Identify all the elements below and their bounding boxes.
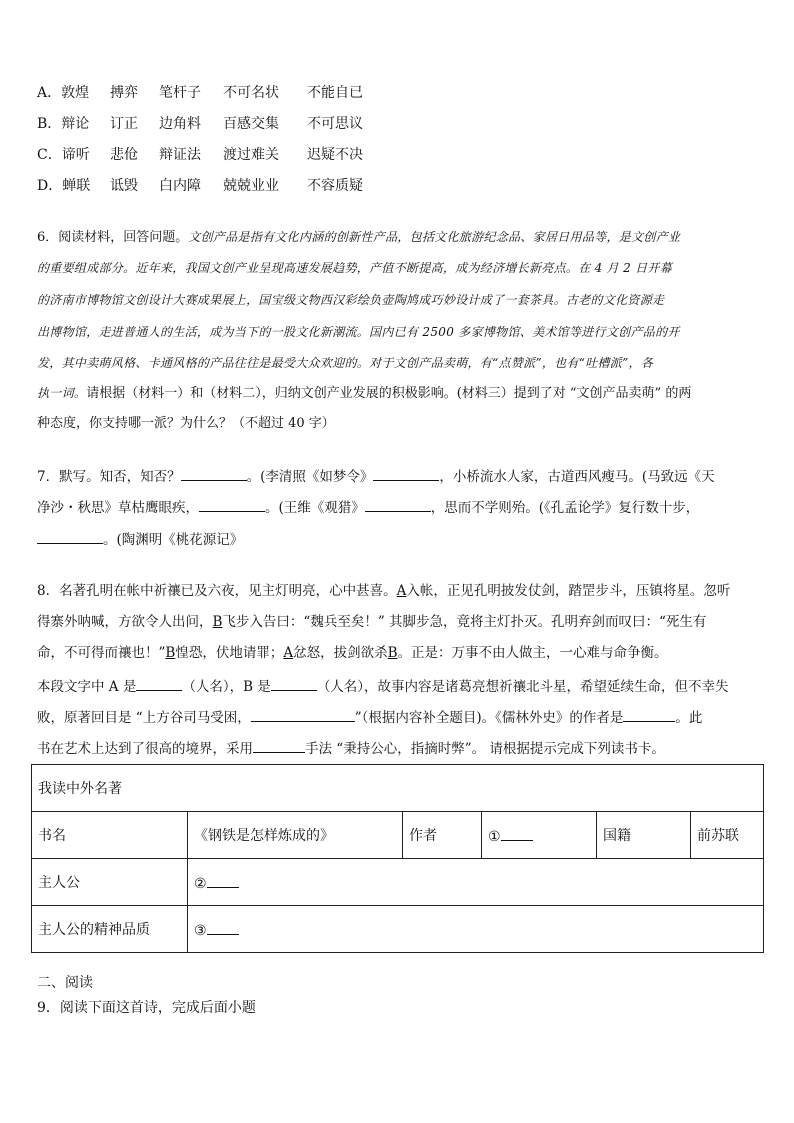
q8-text: 飞步入告曰：“魏兵至矣！” 其脚步急，竟将主灯扑灭。孔明弃剑而叹曰：“死生有 <box>222 614 707 630</box>
option-word: 诋毁 <box>110 178 138 194</box>
q7-text: ，思而不学则殆。(《孔孟论学》复行数十步， <box>430 500 700 516</box>
q8-line-3 <box>37 643 668 663</box>
q6-question: 请根据（材料一）和（材料二），归纳文创产业发展的积极影响。(材料三）提到了对 “文创产品卖萌” 的两 <box>86 386 692 401</box>
answer-blank[interactable] <box>37 529 103 544</box>
option-word: 兢兢业业 <box>223 178 279 194</box>
quality-label: 主人公的精神品质 <box>32 906 188 953</box>
option-word: 不能自已 <box>307 85 363 101</box>
answer-blank[interactable] <box>253 738 305 753</box>
q8-text: 书在艺术上达到了很高的境界，采用 <box>37 741 253 757</box>
q8-text: 忿怒，拔剑欲杀 <box>293 645 388 661</box>
q7-text: 。(陶渊明《桃花源记》 <box>103 532 244 548</box>
q8-line-5 <box>37 707 702 728</box>
q8-text: ”（根据内容补全题目)。《儒林外史》的作者是 <box>354 710 624 726</box>
card-title: 我读中外名著 <box>32 765 764 812</box>
book-value: 《钢铁是怎样炼成的》 <box>188 812 403 859</box>
option-word: 不可思议 <box>307 116 363 132</box>
q8-text: （人名），B 是 <box>182 679 271 695</box>
question-9: 9．阅读下面这首诗，完成后面小题 <box>37 1000 256 1016</box>
answer-blank[interactable] <box>501 826 533 841</box>
answer-blank[interactable] <box>136 676 182 691</box>
q8-line-6 <box>37 738 665 759</box>
q8-text: 8．名著孔明在帐中祈禳已及六夜，见主灯明亮，心中甚喜。 <box>37 583 397 599</box>
q8-text: 得寨外呐喊，方欲令人出问， <box>37 614 213 630</box>
q7-line-2 <box>37 497 699 518</box>
option-label: D．蝉联 <box>37 178 91 194</box>
option-word: 搏弈 <box>110 85 138 101</box>
option-word: 百感交集 <box>223 116 279 132</box>
q6-line-6 <box>37 383 691 404</box>
quality-cell[interactable] <box>188 906 764 953</box>
answer-blank[interactable] <box>207 873 239 888</box>
q8-text: 惶恐，伏地请罪； <box>175 645 284 661</box>
q8-text: 。此 <box>675 710 703 726</box>
q8-text: 入帐，正见孔明披发仗剑，踏罡步斗，压镇将星。忽听 <box>406 583 731 599</box>
hero-cell[interactable] <box>188 859 764 906</box>
q6-prompt: 6．阅读材料，回答问题。 <box>37 230 189 245</box>
q8-text: 命，不可得而禳也！” <box>37 645 166 661</box>
table-row <box>32 906 764 953</box>
q6-material: 文创产品是指有文化内涵的创新性产品，包括文化旅游纪念品、家居日用品等，是文创产业 <box>188 230 681 244</box>
country-label: 国籍 <box>597 812 691 859</box>
option-word: 订正 <box>110 116 138 132</box>
blank-marker: ③ <box>194 922 207 939</box>
option-word: 渡过难关 <box>223 147 279 163</box>
q6-material-end: 执一词。 <box>37 386 87 400</box>
q8-marker: A <box>283 645 294 661</box>
answer-blank[interactable] <box>623 707 675 722</box>
option-label: A．敦煌 <box>37 85 90 101</box>
blank-marker: ② <box>194 875 207 892</box>
q7-line-3 <box>37 529 243 550</box>
answer-blank[interactable] <box>251 707 355 722</box>
option-word: 边角料 <box>159 116 201 132</box>
answer-blank[interactable] <box>271 676 317 691</box>
q8-line-4 <box>37 676 729 697</box>
answer-blank[interactable] <box>207 920 239 935</box>
reading-card-table <box>31 764 764 953</box>
q8-text: 败，原著回目是 “上方谷司马受困， <box>37 710 251 726</box>
answer-blank[interactable] <box>181 466 247 481</box>
q8-text: 本段文字中 A 是 <box>37 679 137 695</box>
option-label: B．辩论 <box>37 116 90 132</box>
table-row <box>32 765 764 812</box>
q6-line-3: 的济南市博物馆文创设计大赛成果展上，国宝级文物西汉彩绘负壶陶鸠成巧妙设计成了一套茶具。古老的文化资源走 <box>37 293 665 307</box>
q8-text: 。正是：万事不由人做主，一心难与命争衡。 <box>397 645 668 661</box>
option-label: C．谛听 <box>37 147 90 163</box>
option-word: 笔杆子 <box>159 85 201 101</box>
author-label: 作者 <box>403 812 482 859</box>
author-cell[interactable] <box>482 812 597 859</box>
answer-blank[interactable] <box>365 497 431 512</box>
q8-line-1 <box>37 581 730 601</box>
q7-line-1 <box>37 466 715 487</box>
book-label: 书名 <box>32 812 188 859</box>
option-word: 悲伧 <box>110 147 138 163</box>
q6-line-1 <box>37 227 680 248</box>
option-word: 白内障 <box>159 178 201 194</box>
q6-line-2: 的重要组成部分。近年来，我国文创产业呈现高速发展趋势，产值不断提高，成为经济增长新亮点。在 4 月 2 日开幕 <box>37 261 673 275</box>
q7-text: 。(王维《观猎》 <box>265 500 365 516</box>
q6-line-7: 种态度，你支持哪一派？为什么？（不超过 40 字） <box>37 416 335 431</box>
q6-line-5: 发，其中卖萌风格、卡通风格的产品往往是最受大众欢迎的。对于文创产品卖萌，有“点赞派”，也有“吐槽派”，各 <box>37 356 654 370</box>
q7-text: 。(李清照《如梦令》 <box>246 469 374 485</box>
q8-marker: B <box>212 614 223 630</box>
blank-marker: ① <box>488 828 501 845</box>
q8-marker: A <box>396 583 407 599</box>
q8-marker: B <box>387 645 398 661</box>
country-value: 前苏联 <box>691 812 764 859</box>
q7-text: 7．默写。知否，知否？ <box>37 469 181 485</box>
section-heading: 二、阅读 <box>37 975 93 991</box>
q8-text: （人名），故事内容是诸葛亮想祈禳北斗星，希望延续生命，但不幸失 <box>316 679 729 695</box>
answer-blank[interactable] <box>199 497 265 512</box>
option-word: 迟疑不决 <box>307 147 363 163</box>
option-word: 不容质疑 <box>307 178 363 194</box>
answer-blank[interactable] <box>373 466 439 481</box>
table-row <box>32 859 764 906</box>
q8-text: 手法 “秉持公心，指摘时弊”。 请根据提示完成下列读书卡。 <box>305 741 665 757</box>
q7-text: 净沙・秋思》草枯鹰眼疾， <box>37 500 199 516</box>
q7-text: ，小桥流水人家，古道西风瘦马。(马致远《天 <box>439 469 715 485</box>
hero-label: 主人公 <box>32 859 188 906</box>
q8-line-2 <box>37 612 706 632</box>
q6-line-4: 出博物馆，走进普通人的生活，成为当下的一股文化新潮流。国内已有 2500 多家博物馆、美术馆等进行文创产品的开 <box>37 325 680 339</box>
option-word: 不可名状 <box>223 85 279 101</box>
option-word: 辩证法 <box>159 147 201 163</box>
q8-marker: B <box>165 645 176 661</box>
table-row <box>32 812 764 859</box>
